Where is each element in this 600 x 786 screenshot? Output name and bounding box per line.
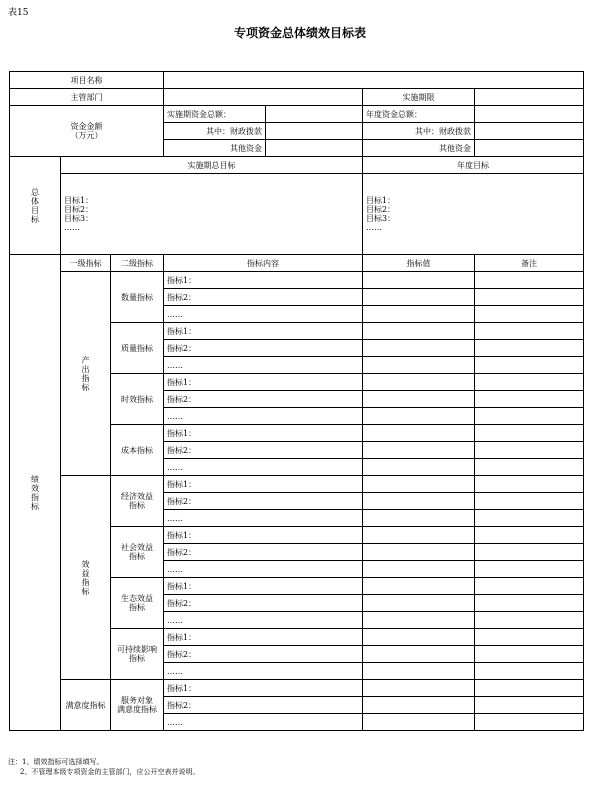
indicator-value[interactable] bbox=[363, 527, 475, 544]
overall-label-char: 体 bbox=[31, 196, 39, 206]
goal-item: 目标3： bbox=[366, 214, 396, 223]
indicator-content[interactable]: 指标1： bbox=[164, 476, 363, 493]
goal-item: …… bbox=[64, 223, 80, 232]
indicator-content[interactable]: 指标2： bbox=[164, 391, 363, 408]
perf-label-char: 标 bbox=[31, 501, 39, 511]
col-note: 备注 bbox=[475, 255, 584, 272]
indicator-value[interactable] bbox=[363, 595, 475, 612]
indicator-value[interactable] bbox=[363, 578, 475, 595]
indicator-content[interactable]: 指标2： bbox=[164, 289, 363, 306]
annual-goals[interactable] bbox=[363, 174, 584, 255]
indicator-note[interactable] bbox=[475, 272, 584, 289]
indicator-note[interactable] bbox=[475, 663, 584, 680]
output-label-char: 指 bbox=[81, 373, 90, 383]
indicator-content[interactable]: 指标1： bbox=[164, 527, 363, 544]
goal-item: …… bbox=[366, 223, 382, 232]
indicator-content[interactable]: …… bbox=[164, 408, 363, 425]
indicator-content[interactable]: 指标2： bbox=[164, 544, 363, 561]
indicator-note[interactable] bbox=[475, 408, 584, 425]
col-level2: 二级指标 bbox=[111, 255, 164, 272]
benefit-label-char: 益 bbox=[81, 568, 90, 578]
project-name-value[interactable] bbox=[164, 72, 584, 89]
indicator-value[interactable] bbox=[363, 680, 475, 697]
indicator-content[interactable]: 指标1： bbox=[164, 629, 363, 646]
satisfaction-indicator-label: 满意度指标 bbox=[61, 680, 111, 731]
indicator-value[interactable] bbox=[363, 663, 475, 680]
quality-indicator: 质量指标 bbox=[111, 323, 164, 374]
table-row bbox=[10, 272, 584, 289]
indicator-content[interactable]: 指标1： bbox=[164, 272, 363, 289]
indicator-content[interactable]: …… bbox=[164, 510, 363, 527]
perf-indicator-label bbox=[10, 255, 61, 731]
indicator-value[interactable] bbox=[363, 510, 475, 527]
indicator-value[interactable] bbox=[363, 493, 475, 510]
indicator-content[interactable]: …… bbox=[164, 306, 363, 323]
indicator-content[interactable]: …… bbox=[164, 459, 363, 476]
indicator-note[interactable] bbox=[475, 306, 584, 323]
sub-label-line: 指标 bbox=[129, 654, 145, 663]
indicator-value[interactable] bbox=[363, 323, 475, 340]
sub-label-line: 指标 bbox=[129, 603, 145, 612]
dept-value[interactable] bbox=[164, 89, 363, 106]
period-goals[interactable] bbox=[61, 174, 363, 255]
goal-item: 目标2： bbox=[366, 205, 396, 214]
indicator-value[interactable] bbox=[363, 391, 475, 408]
total-period-label: 实施期资金总额： bbox=[164, 106, 266, 123]
other-value[interactable] bbox=[266, 140, 363, 157]
note-1: 注：1、绩效指标可选择填写。 bbox=[8, 758, 104, 766]
sub-label-line: 指标 bbox=[129, 501, 145, 510]
output-label-char: 标 bbox=[81, 382, 90, 392]
row-goal-headers bbox=[10, 157, 584, 174]
page-title: 专项资金总体绩效目标表 bbox=[233, 26, 366, 40]
indicator-value[interactable] bbox=[363, 697, 475, 714]
indicator-content[interactable]: 指标1： bbox=[164, 425, 363, 442]
row-goals bbox=[10, 174, 584, 255]
goal-item: 目标1： bbox=[64, 196, 94, 205]
overall-label-char: 目 bbox=[31, 205, 39, 215]
indicator-note[interactable] bbox=[475, 323, 584, 340]
row-project-name bbox=[10, 72, 584, 89]
other-label: 其他资金 bbox=[164, 140, 266, 157]
goal-item: 目标2： bbox=[64, 205, 94, 214]
annual-other-label: 其他资金 bbox=[363, 140, 475, 157]
indicator-value[interactable] bbox=[363, 646, 475, 663]
indicator-note[interactable] bbox=[475, 680, 584, 697]
indicator-content[interactable]: 指标2： bbox=[164, 340, 363, 357]
annual-total-label: 年度资金总额： bbox=[363, 106, 475, 123]
goal-item: 目标3： bbox=[64, 214, 94, 223]
indicator-note[interactable] bbox=[475, 493, 584, 510]
footnotes bbox=[8, 757, 199, 777]
funds-label bbox=[10, 106, 164, 157]
indicator-note[interactable] bbox=[475, 459, 584, 476]
overall-label-char: 标 bbox=[31, 214, 39, 224]
annual-fiscal-value[interactable] bbox=[475, 123, 584, 140]
perf-label-char: 效 bbox=[31, 483, 39, 493]
note-2: 2、不管理本级专项资金的主管部门，应公开空表并说明。 bbox=[20, 768, 200, 776]
funds-unit-text: （万元） bbox=[70, 131, 103, 140]
fiscal-value[interactable] bbox=[266, 123, 363, 140]
indicator-note[interactable] bbox=[475, 374, 584, 391]
table-row bbox=[10, 476, 584, 493]
indicator-note[interactable] bbox=[475, 340, 584, 357]
indicator-note[interactable] bbox=[475, 289, 584, 306]
indicator-value[interactable] bbox=[363, 629, 475, 646]
indicator-note[interactable] bbox=[475, 527, 584, 544]
benefit-label-char: 指 bbox=[81, 577, 90, 587]
indicator-content[interactable]: 指标2： bbox=[164, 493, 363, 510]
period-goal-header: 实施期总目标 bbox=[61, 157, 363, 174]
indicator-value[interactable] bbox=[363, 408, 475, 425]
sub-label-line: 服务对象 bbox=[121, 696, 153, 705]
indicator-note[interactable] bbox=[475, 357, 584, 374]
indicator-value[interactable] bbox=[363, 476, 475, 493]
indicator-value[interactable] bbox=[363, 459, 475, 476]
benefit-label-char: 效 bbox=[81, 559, 90, 569]
indicator-note[interactable] bbox=[475, 612, 584, 629]
indicator-value[interactable] bbox=[363, 374, 475, 391]
annual-goal-header: 年度目标 bbox=[363, 157, 584, 174]
indicator-content[interactable]: 指标1： bbox=[164, 374, 363, 391]
period-label: 实施期限 bbox=[363, 89, 475, 106]
social-benefit-indicator bbox=[111, 527, 164, 578]
annual-fiscal-label: 其中：财政拨款 bbox=[363, 123, 475, 140]
indicator-content[interactable]: …… bbox=[164, 357, 363, 374]
indicator-note[interactable] bbox=[475, 544, 584, 561]
indicator-value[interactable] bbox=[363, 357, 475, 374]
col-value: 指标值 bbox=[363, 255, 475, 272]
ecological-benefit-indicator bbox=[111, 578, 164, 629]
table-number: 表15 bbox=[8, 8, 29, 18]
col-content: 指标内容 bbox=[164, 255, 363, 272]
indicator-value[interactable] bbox=[363, 272, 475, 289]
indicator-note[interactable] bbox=[475, 425, 584, 442]
service-satisfaction-indicator bbox=[111, 680, 164, 731]
indicator-note[interactable] bbox=[475, 595, 584, 612]
indicator-note[interactable] bbox=[475, 629, 584, 646]
indicator-note[interactable] bbox=[475, 697, 584, 714]
sub-label-line: 指标 bbox=[129, 552, 145, 561]
row-funds-total bbox=[10, 106, 584, 123]
table-row bbox=[10, 680, 584, 697]
indicator-content[interactable]: …… bbox=[164, 561, 363, 578]
indicator-content[interactable]: 指标2： bbox=[164, 442, 363, 459]
indicator-value[interactable] bbox=[363, 340, 475, 357]
indicator-content[interactable]: 指标2： bbox=[164, 595, 363, 612]
sub-label-line: 社会效益 bbox=[121, 543, 153, 552]
indicator-value[interactable] bbox=[363, 544, 475, 561]
sub-label-line: 满意度指标 bbox=[117, 705, 157, 714]
timeliness-indicator: 时效指标 bbox=[111, 374, 164, 425]
benefit-label-char: 标 bbox=[81, 586, 90, 596]
indicator-content[interactable]: …… bbox=[164, 663, 363, 680]
col-level1: 一级指标 bbox=[61, 255, 111, 272]
indicator-value[interactable] bbox=[363, 306, 475, 323]
indicator-content[interactable]: 指标1： bbox=[164, 680, 363, 697]
indicator-content[interactable]: 指标1： bbox=[164, 323, 363, 340]
indicator-value[interactable] bbox=[363, 425, 475, 442]
indicator-note[interactable] bbox=[475, 578, 584, 595]
total-period-value[interactable] bbox=[266, 106, 363, 123]
perf-label-char: 指 bbox=[31, 492, 39, 502]
indicator-value[interactable] bbox=[363, 289, 475, 306]
indicator-note[interactable] bbox=[475, 391, 584, 408]
project-name-label: 项目名称 bbox=[10, 72, 164, 89]
indicator-value[interactable] bbox=[363, 442, 475, 459]
indicator-content[interactable]: 指标2： bbox=[164, 697, 363, 714]
row-dept bbox=[10, 89, 584, 106]
sub-label-line: 可持续影响 bbox=[117, 645, 157, 654]
goal-item: 目标1： bbox=[366, 196, 396, 205]
indicator-note[interactable] bbox=[475, 442, 584, 459]
sustainability-indicator bbox=[111, 629, 164, 680]
period-value[interactable] bbox=[475, 89, 584, 106]
indicator-content[interactable]: 指标2： bbox=[164, 646, 363, 663]
indicator-note[interactable] bbox=[475, 646, 584, 663]
fiscal-label: 其中：财政拨款 bbox=[164, 123, 266, 140]
dept-label: 主管部门 bbox=[10, 89, 164, 106]
indicator-note[interactable] bbox=[475, 476, 584, 493]
benefit-indicator-label bbox=[61, 476, 111, 680]
sub-label-line: 经济效益 bbox=[121, 492, 153, 501]
annual-other-value[interactable] bbox=[475, 140, 584, 157]
overall-goal-label bbox=[10, 157, 61, 255]
funds-label-text: 资金金额 bbox=[70, 122, 103, 131]
indicator-value[interactable] bbox=[363, 612, 475, 629]
indicator-note[interactable] bbox=[475, 714, 584, 731]
sub-label-line: 生态效益 bbox=[121, 594, 153, 603]
row-perf-header bbox=[10, 255, 584, 272]
economic-benefit-indicator bbox=[111, 476, 164, 527]
annual-total-value[interactable] bbox=[475, 106, 584, 123]
quantity-indicator: 数量指标 bbox=[111, 272, 164, 323]
cost-indicator: 成本指标 bbox=[111, 425, 164, 476]
indicator-note[interactable] bbox=[475, 561, 584, 578]
indicator-content[interactable]: …… bbox=[164, 714, 363, 731]
output-indicator-label bbox=[61, 272, 111, 476]
output-label-char: 出 bbox=[81, 364, 90, 374]
perf-label-char: 绩 bbox=[31, 474, 39, 484]
performance-target-table bbox=[9, 71, 584, 731]
indicator-content[interactable]: …… bbox=[164, 612, 363, 629]
overall-label-char: 总 bbox=[31, 187, 39, 197]
indicator-value[interactable] bbox=[363, 561, 475, 578]
indicator-note[interactable] bbox=[475, 510, 584, 527]
output-label-char: 产 bbox=[81, 355, 90, 365]
indicator-content[interactable]: 指标1： bbox=[164, 578, 363, 595]
indicator-value[interactable] bbox=[363, 714, 475, 731]
